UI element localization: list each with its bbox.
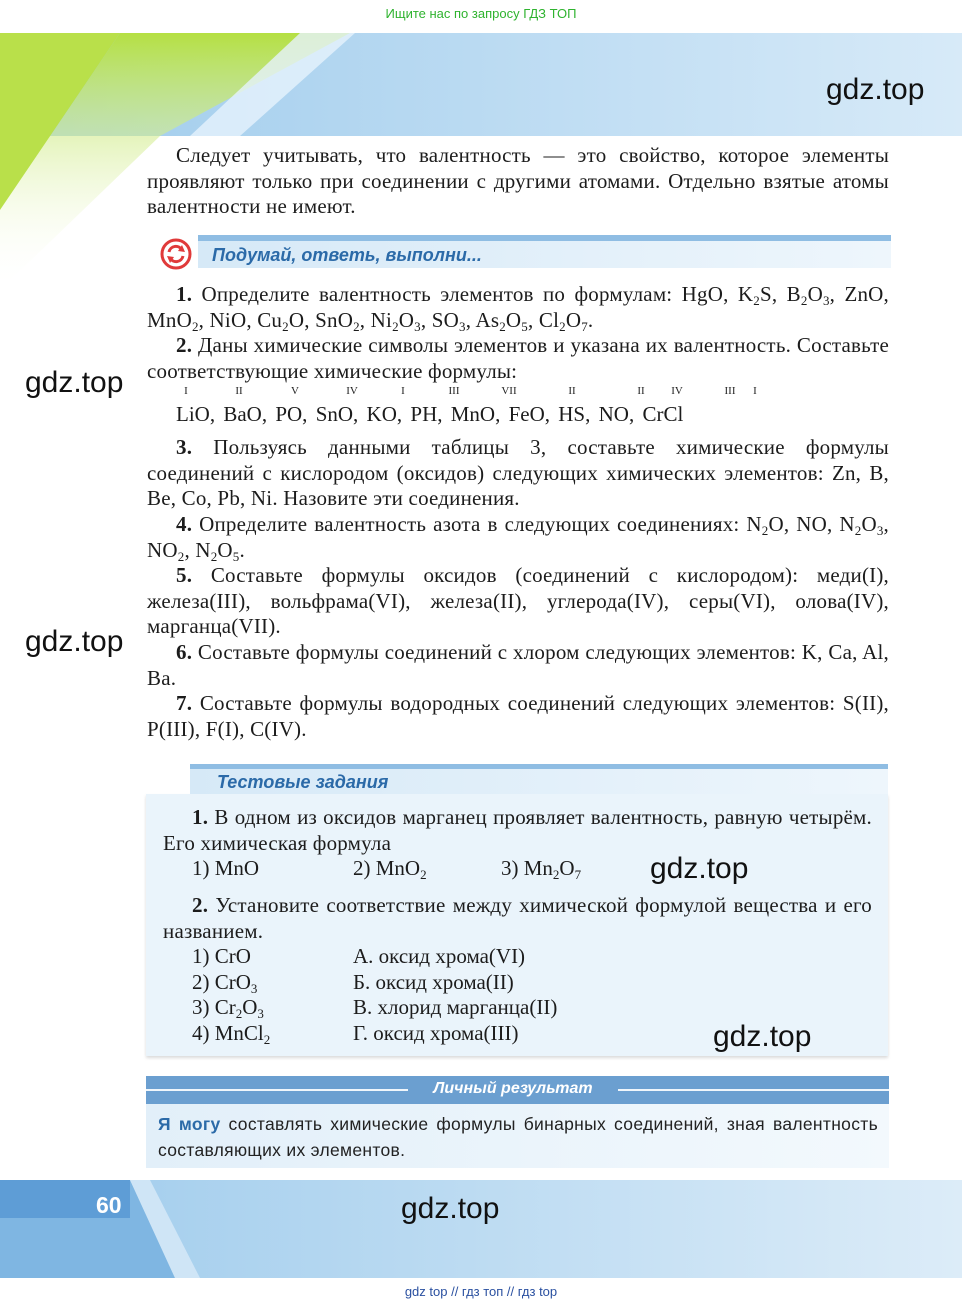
valence-mark: II bbox=[568, 385, 576, 397]
task-7 bbox=[147, 691, 889, 742]
task-1-number: 1. bbox=[176, 282, 193, 306]
task-6-number: 6. bbox=[176, 640, 193, 664]
task-2-number: 2. bbox=[176, 333, 193, 357]
test-q1-option-3: 3) $Mn_2O_7$ bbox=[501, 856, 582, 882]
test-q2-left-4: 4) MnCl$_2$ bbox=[192, 1021, 271, 1047]
task-3-text: Пользуясь данными таблицы 3, составьте химические формулы соединений с кислородом (оксидов) следующих химических элементов: Zn, B, Be, Co, Pb, Ni. Назовите эти соединения. bbox=[147, 435, 889, 510]
valence-mark: III bbox=[724, 385, 736, 397]
test-q1-text: В одном из оксидов марганец проявляет валентность, равную четырём. Его химическая формула bbox=[163, 805, 872, 855]
symbol-item: NO, bbox=[598, 402, 635, 426]
think-section-title: Подумай, ответь, выполни... bbox=[212, 245, 482, 265]
task-4-number: 4. bbox=[176, 512, 193, 536]
personal-text bbox=[158, 1112, 878, 1163]
watermark-left-1: gdz.top bbox=[25, 366, 124, 399]
task-5-number: 5. bbox=[176, 563, 193, 587]
watermark-left-2: gdz.top bbox=[25, 625, 124, 658]
valence-mark: V bbox=[291, 385, 299, 397]
personal-body: составлять химические формулы бинарных соединений, зная валентность составляющих их элементов. bbox=[158, 1114, 878, 1160]
watermark-test-1: gdz.top bbox=[650, 852, 749, 885]
task-7-number: 7. bbox=[176, 691, 193, 715]
valence-mark: I bbox=[401, 385, 405, 397]
test-q2-text: Установите соответствие между химической формулой вещества и его названием. bbox=[163, 893, 872, 943]
test-q2-left-2: 2) CrO$_3$ bbox=[192, 970, 258, 996]
task-5 bbox=[147, 563, 889, 640]
symbol-item: PO, bbox=[275, 402, 308, 426]
intro-paragraph: Следует учитывать, что валентность — это свойство, которое элементы проявляют только при соединении с другими атомами. Отдельно взятые атомы валентности не имеют. bbox=[147, 143, 889, 218]
symbol-item: PH, bbox=[410, 402, 443, 426]
test-q2-number: 2. bbox=[192, 893, 209, 917]
task-1-text: Определите валентность элементов по формулам: bbox=[201, 282, 673, 306]
watermark-bottom: gdz.top bbox=[401, 1192, 500, 1225]
task-6-text: Составьте формулы соединений с хлором следующих элементов: K, Ca, Al, Ba. bbox=[147, 640, 889, 690]
test-q2-left-1: 1) CrO bbox=[192, 944, 251, 968]
valence-mark: IV bbox=[346, 385, 358, 397]
valence-mark: I bbox=[184, 385, 188, 397]
symbol-item: MnO, bbox=[450, 402, 501, 426]
test-question-1 bbox=[163, 805, 872, 856]
valence-mark: III bbox=[448, 385, 460, 397]
valence-mark: IV bbox=[671, 385, 683, 397]
personal-title: Личный результат bbox=[433, 1080, 593, 1097]
test-q1-option-1: 1) MnO bbox=[192, 856, 260, 880]
personal-header-bar bbox=[146, 1076, 889, 1104]
page-number: 60 bbox=[96, 1192, 122, 1218]
valence-mark: II bbox=[235, 385, 243, 397]
test-question-2 bbox=[163, 893, 872, 944]
watermark-top: gdz.top bbox=[826, 73, 925, 106]
task-3 bbox=[147, 435, 889, 512]
top-note: Ищите нас по запросу ГДЗ ТОП bbox=[385, 6, 577, 21]
symbol-item: HS, bbox=[558, 402, 591, 426]
symbol-item: CrCl bbox=[642, 402, 684, 426]
valence-mark: VII bbox=[501, 385, 517, 397]
task-6 bbox=[147, 640, 889, 691]
symbol-item: BaO, bbox=[223, 402, 268, 426]
task-2 bbox=[147, 333, 889, 384]
task-2-text: Даны химические символы элементов и указана их валентность. Составьте соответствующие химические формулы: bbox=[147, 333, 889, 383]
symbols-row bbox=[176, 402, 683, 427]
refresh-icon bbox=[160, 238, 192, 270]
bottom-note: gdz top // гдз топ // гдз top bbox=[404, 1284, 558, 1299]
test-q2-right-2: Б. оксид хрома(II) bbox=[353, 970, 514, 994]
test-q2-left-3: 3) $Cr_2O_3$ bbox=[192, 995, 264, 1021]
test-q1-number: 1. bbox=[192, 805, 209, 829]
test-q2-right-4: Г. оксид хрома(III) bbox=[353, 1021, 519, 1045]
test-q1-option-2: 2) MnO$_2$ bbox=[353, 856, 427, 882]
symbol-item: LiO, bbox=[176, 402, 216, 426]
symbol-item: FeO, bbox=[508, 402, 551, 426]
valence-mark: I bbox=[753, 385, 757, 397]
symbol-item: SnO, bbox=[315, 402, 359, 426]
valence-mark: II bbox=[637, 385, 645, 397]
test-section-title: Тестовые задания bbox=[217, 772, 389, 792]
task-5-text: Составьте формулы оксидов (соединений с кислородом): меди(I), железа(III), вольфрама(VI), железа(II), углерода(IV), серы(VI), олова(IV), марганца(VII). bbox=[147, 563, 889, 638]
task-1: 1. Определите валентность элементов по формулам: HgO, $K_2S$, $B_2O_3$, ZnO, MnO$_2$, NiO, $Cu_2O$, SnO$_2$, $Ni_2O_3$, $SO_3$, $As_2O_5$, $Cl_2O_7$. bbox=[147, 282, 889, 334]
task-3-number: 3. bbox=[176, 435, 193, 459]
symbol-item: KO, bbox=[366, 402, 403, 426]
personal-lead: Я могу bbox=[158, 1114, 221, 1134]
watermark-test-2: gdz.top bbox=[713, 1020, 812, 1053]
task-4: 4. Определите валентность азота в следующих соединениях: $N_2O$, NO, $N_2O_3$, $NO_2$, $N_2O_5$. bbox=[147, 512, 889, 564]
task-4-text: Определите валентность азота в следующих соединениях: bbox=[199, 512, 740, 536]
task-7-text: Составьте формулы водородных соединений следующих элементов: S(II), P(III), F(I), C(IV). bbox=[147, 691, 890, 741]
test-q2-right-3: В. хлорид марганца(II) bbox=[353, 995, 558, 1019]
test-q2-right-1: А. оксид хрома(VI) bbox=[353, 944, 526, 968]
